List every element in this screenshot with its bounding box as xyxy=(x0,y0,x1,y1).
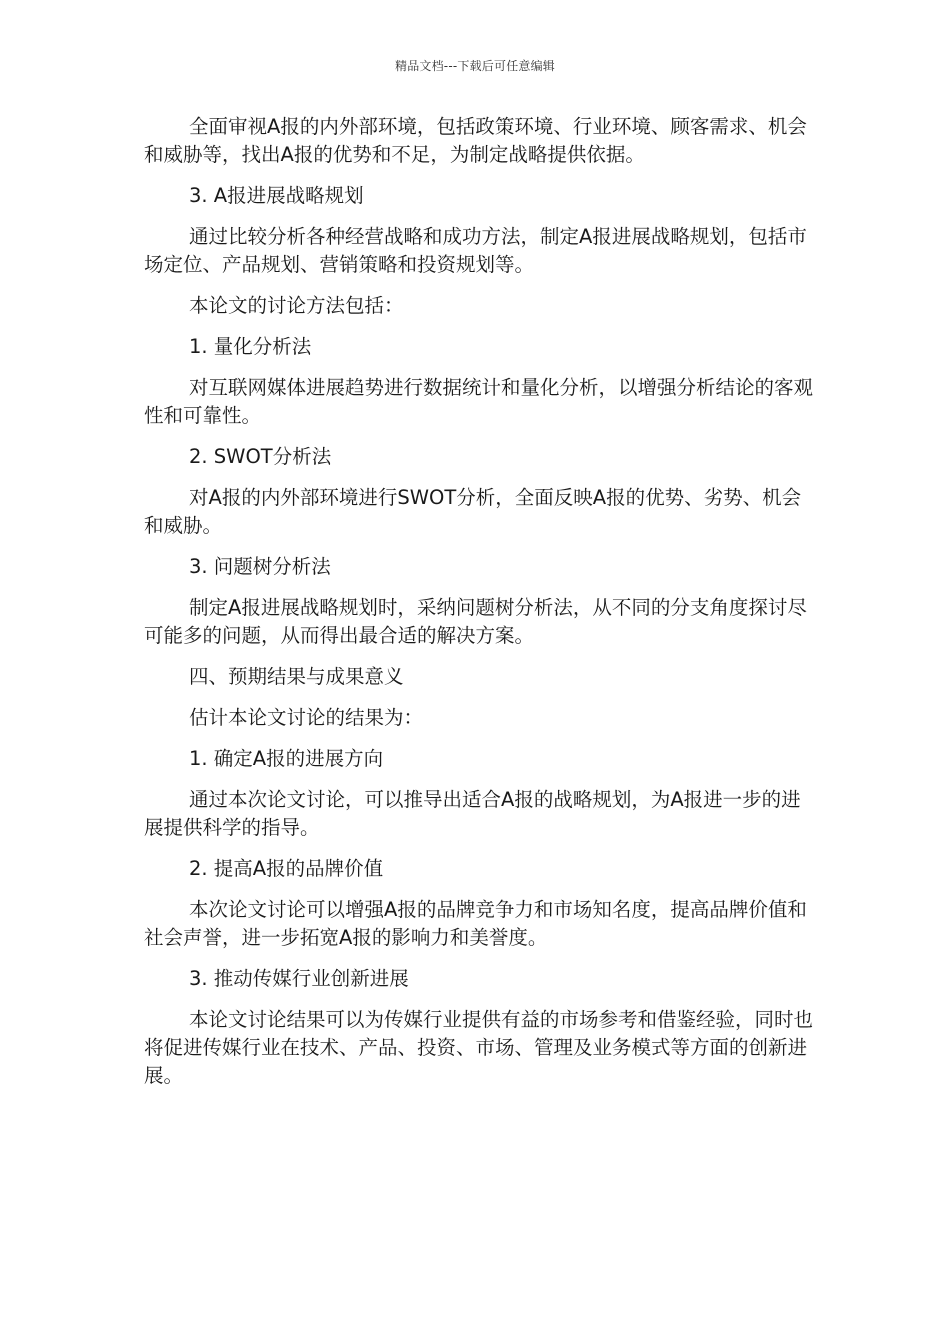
document-body xyxy=(144,113,820,1103)
heading-quantitative-analysis: 1. 量化分析法 xyxy=(189,335,312,358)
heading-direction: 1. 确定A报的进展方向 xyxy=(189,747,384,770)
paragraph-issue-tree: 制定A报进展战略规划时，采纳问题树分析法，从不同的分支角度探讨尽可能多的问题，从而得出最合适的解决方案。 xyxy=(144,596,807,647)
heading-expected-results: 四、预期结果与成果意义 xyxy=(189,665,404,688)
page-header: 精品文档---下载后可任意编辑 xyxy=(395,59,555,73)
heading-strategy-planning: 3. A报进展战略规划 xyxy=(189,184,364,207)
paragraph-brand-value: 本次论文讨论可以增强A报的品牌竞争力和市场知名度，提高品牌价值和社会声誉，进一步拓宽A报的影响力和美誉度。 xyxy=(144,898,807,949)
heading-issue-tree: 3. 问题树分析法 xyxy=(189,555,331,578)
heading-swot-analysis: 2. SWOT分析法 xyxy=(189,445,332,468)
paragraph-media-innovation: 本论文讨论结果可以为传媒行业提供有益的市场参考和借鉴经验，同时也将促进传媒行业在技术、产品、投资、市场、管理及业务模式等方面的创新进展。 xyxy=(144,1008,814,1087)
paragraph-methods-intro: 本论文的讨论方法包括： xyxy=(189,294,404,317)
heading-brand-value: 2. 提高A报的品牌价值 xyxy=(189,857,384,880)
paragraph-results-intro: 估计本论文讨论的结果为： xyxy=(189,706,424,729)
paragraph-swot-analysis: 对A报的内外部环境进行SWOT分析，全面反映A报的优势、劣势、机会和威胁。 xyxy=(144,486,802,537)
paragraph-direction: 通过本次论文讨论，可以推导出适合A报的战略规划，为A报进一步的进展提供科学的指导。 xyxy=(144,788,801,839)
paragraph-environment-review: 全面审视A报的内外部环境，包括政策环境、行业环境、顾客需求、机会和威胁等，找出A报的优势和不足，为制定战略提供依据。 xyxy=(144,115,807,166)
paragraph-quantitative-analysis: 对互联网媒体进展趋势进行数据统计和量化分析，以增强分析结论的客观性和可靠性。 xyxy=(144,376,814,427)
heading-media-innovation: 3. 推动传媒行业创新进展 xyxy=(189,967,409,990)
paragraph-strategy-planning: 通过比较分析各种经营战略和成功方法，制定A报进展战略规划，包括市场定位、产品规划、营销策略和投资规划等。 xyxy=(144,225,807,276)
